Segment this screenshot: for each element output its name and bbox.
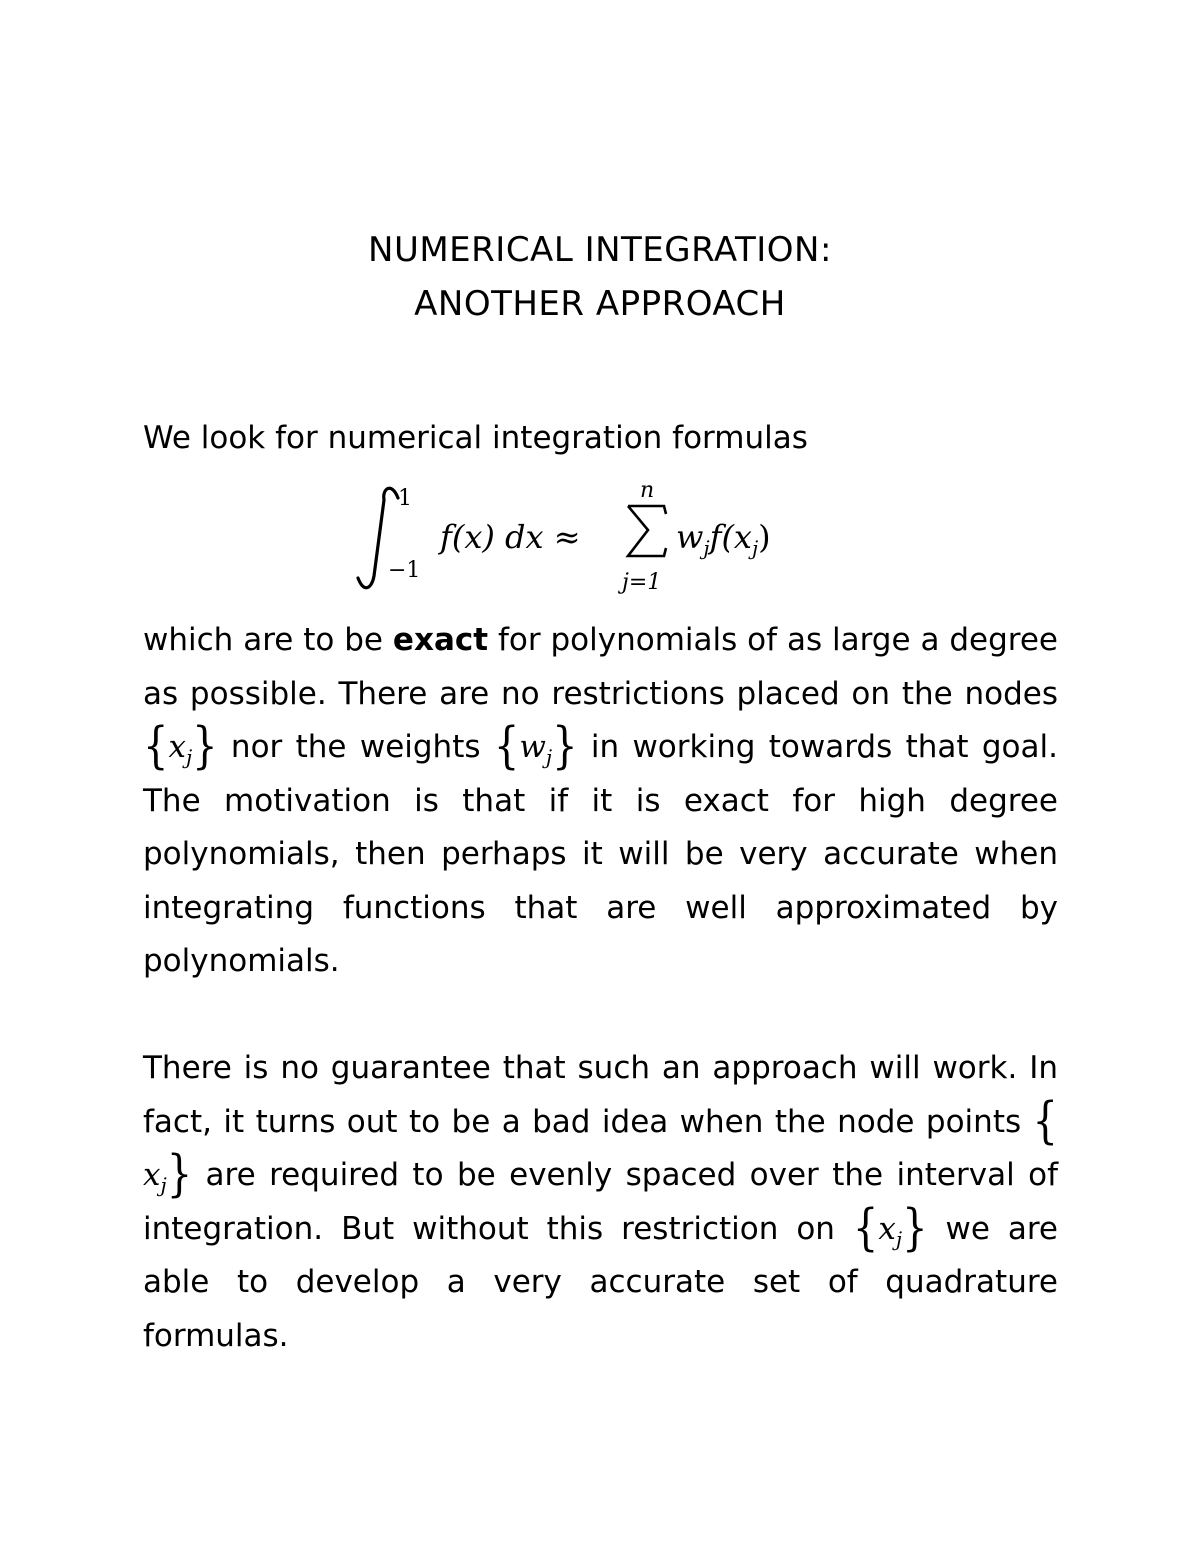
bold-exact: exact bbox=[392, 622, 489, 658]
paragraph-guarantee: There is no guarantee that such an approach will work. In fact, it turns out to be a bad idea when the node points $\{x_j\}$ are required to be evenly spaced over the interval of integration. But without this restriction on $\{x_j\}$ we are able to develop a very accurate set of quadrature formulas. bbox=[143, 1050, 1058, 1354]
summand: $w_jf(x_j)$ bbox=[676, 518, 771, 560]
sum-lower-limit: j=1 bbox=[622, 570, 662, 595]
page-title-line1: NUMERICAL INTEGRATION: bbox=[368, 230, 832, 270]
sum-upper-limit: n bbox=[640, 478, 655, 503]
integral-sign-icon bbox=[0, 478, 1200, 608]
intro-paragraph: We look for numerical integration formulas bbox=[143, 420, 808, 456]
integral-lower-limit: −1 bbox=[388, 558, 421, 583]
integral-upper-limit: 1 bbox=[398, 486, 412, 511]
integrand: f(x) dx ≈ bbox=[440, 518, 581, 556]
quadrature-formula bbox=[0, 478, 1200, 608]
page-title-line2: ANOTHER APPROACH bbox=[414, 284, 786, 324]
paragraph-exactness: which are to be exact for polynomials of as large a degree as possible. There are no restrictions placed on the nodes $\{x_j\}$ nor the weights $\{w_j\}$ in working towards that goal. The motivation is that if it is exact for high degree polynomials, then perhaps it will be very accurate when integrating functions that are well approximated by polynomials. bbox=[143, 622, 1058, 979]
